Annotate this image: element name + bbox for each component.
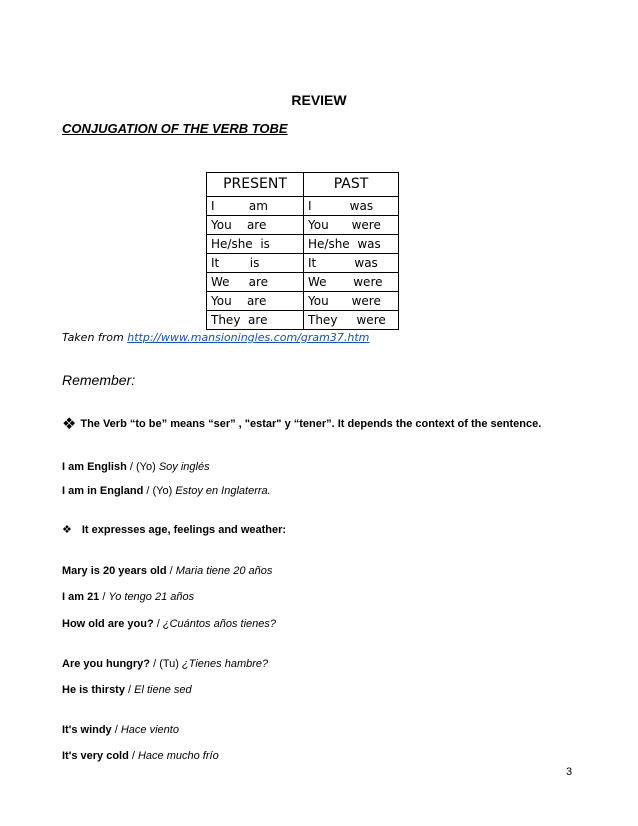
example-english: It's very cold	[62, 750, 129, 762]
past-cell: You were	[304, 216, 399, 235]
past-cell: We were	[304, 273, 399, 292]
header-past: PAST	[304, 173, 399, 197]
diamond-bullet-icon: ❖	[62, 523, 72, 536]
page-number: 3	[566, 766, 573, 778]
page-title: REVIEW	[291, 92, 347, 108]
table-header-row	[207, 173, 399, 197]
example-line: He is thirsty / El tiene sed	[62, 684, 192, 696]
example-spanish: ¿Tienes hambre?	[182, 658, 269, 670]
table-row	[207, 311, 399, 330]
bullet-expresses	[62, 523, 286, 536]
present-cell: You are	[207, 216, 304, 235]
example-spanish-plain: (Yo)	[152, 485, 173, 497]
present-cell: He/she is	[207, 235, 304, 254]
bullet-text: The Verb “to be” means “ser” , "estar" y “tener”. It depends the context of the sentence.	[80, 418, 542, 430]
example-line: Mary is 20 years old / Maria tiene 20 años	[62, 565, 273, 577]
example-english: Mary is 20 years old	[62, 565, 167, 577]
example-english: I am in England	[62, 485, 144, 497]
example-line: I am 21 / Yo tengo 21 años	[62, 591, 195, 603]
table-row	[207, 216, 399, 235]
table-row	[207, 197, 399, 216]
example-spanish-plain: (Yo)	[135, 461, 156, 473]
example-line: I am in England / (Yo) Estoy en Inglaterra.	[62, 485, 271, 497]
example-english: How old are you?	[62, 618, 154, 630]
example-english: I am English	[62, 461, 127, 473]
example-spanish-plain: (Tu)	[159, 658, 179, 670]
example-line: How old are you? / ¿Cuántos años tienes?	[62, 618, 276, 630]
section-subtitle: CONJUGATION OF THE VERB TOBE	[62, 121, 288, 136]
source-note	[62, 331, 369, 344]
past-cell: You were	[304, 292, 399, 311]
example-spanish: Yo tengo 21 años	[108, 591, 195, 603]
bullet-text: It expresses age, feelings and weather:	[81, 524, 287, 536]
diamond-bullet-icon: ❖	[62, 414, 77, 433]
example-line: I am English / (Yo) Soy inglés	[62, 461, 210, 473]
source-link[interactable]: http://www.mansioningles.com/gram37.htm	[127, 331, 370, 344]
present-cell: I am	[207, 197, 304, 216]
example-spanish: Estoy en Inglaterra.	[175, 485, 271, 497]
example-spanish: Maria tiene 20 años	[175, 565, 273, 577]
table-row	[207, 292, 399, 311]
present-cell: You are	[207, 292, 304, 311]
source-prefix: Taken from	[62, 331, 128, 344]
present-cell: It is	[207, 254, 304, 273]
example-spanish: Soy inglés	[158, 461, 210, 473]
past-cell: He/she was	[304, 235, 399, 254]
example-spanish: Hace mucho frío	[137, 750, 219, 762]
remember-heading: Remember:	[62, 372, 136, 388]
example-english: Are you hungry?	[62, 658, 151, 670]
table-row	[207, 254, 399, 273]
example-line: It's windy / Hace viento	[62, 724, 179, 736]
present-cell: They are	[207, 311, 304, 330]
past-cell: I was	[304, 197, 399, 216]
example-spanish: ¿Cuántos años tienes?	[162, 618, 276, 630]
example-line: Are you hungry? / (Tu) ¿Tienes hambre?	[62, 658, 269, 670]
example-english: I am 21	[62, 591, 100, 603]
example-english: It's windy	[62, 724, 112, 736]
bullet-to-be-meaning	[62, 414, 541, 433]
table-row	[207, 235, 399, 254]
example-english: He is thirsty	[62, 684, 125, 696]
header-present: PRESENT	[207, 173, 304, 197]
table-row	[207, 273, 399, 292]
present-cell: We are	[207, 273, 304, 292]
conjugation-table	[206, 172, 399, 330]
example-line: It's very cold / Hace mucho frío	[62, 750, 219, 762]
past-cell: It was	[304, 254, 399, 273]
past-cell: They were	[304, 311, 399, 330]
example-spanish: El tiene sed	[134, 684, 192, 696]
example-spanish: Hace viento	[120, 724, 179, 736]
